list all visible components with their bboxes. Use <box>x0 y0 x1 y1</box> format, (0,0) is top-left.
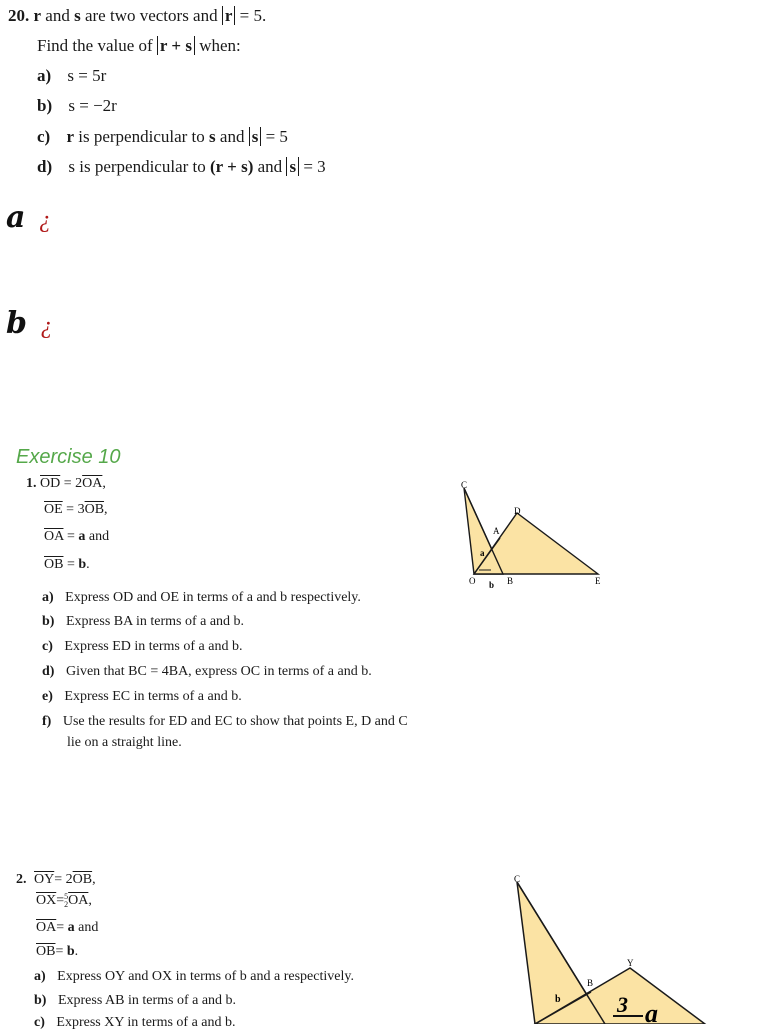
q20-number: 20. <box>8 6 30 25</box>
label-vec-a: a <box>480 548 485 558</box>
handwritten-three: 3 <box>617 992 628 1017</box>
ex10-q1-part-f: f) Use the results for ED and EC to show that points E, D and C <box>42 714 408 729</box>
ex10-q2-line1: 2. $\overline{OY}= 2\overline{OB}$, <box>16 872 96 887</box>
ex10-q1-line3: $\overline{OA} = a$ and <box>44 529 110 544</box>
label-b: B <box>587 978 594 988</box>
ex10-q1-line4: $\overline{OB} = b$. <box>44 557 90 572</box>
label-a: A <box>493 526 500 536</box>
ex10-q2-part-b: b) Express AB in terms of a and b. <box>34 993 237 1008</box>
label-c: C <box>461 480 468 490</box>
handwritten-answer-b: b ¿ <box>6 306 53 341</box>
q2-triangle-diagram <box>505 870 715 1024</box>
ex10-q1-part-c: c) Express ED in terms of a and b. <box>42 639 243 654</box>
q20-line1: 20. r and s are two vectors and r = 5. <box>8 6 267 25</box>
label-vec-b: b <box>489 580 495 590</box>
ex10-q2-part-c: c) Express XY in terms of a and b. <box>34 1015 236 1030</box>
q20-line2: Find the value of r + s when: <box>37 36 241 55</box>
ex10-q1-part-b: b) Express BA in terms of a and b. <box>42 614 245 629</box>
q20-part-c: c) r is perpendicular to s and s = 5 <box>37 127 288 146</box>
ex10-q1-line1: 1. $\overline{OD} = 2\overline{OA}$, <box>26 476 106 491</box>
triangle-ode <box>474 513 598 574</box>
label-y: Y <box>627 958 634 968</box>
ex10-q1-line2: $\overline{OE} = 3\overline{OB}$, <box>44 502 108 517</box>
exercise-title: Exercise 10 <box>16 446 121 468</box>
ex10-q2-line2: $\overline{OX}=5$ $2\overline{OA}$, <box>36 892 92 909</box>
ex10-q1-part-f-cont: lie on a straight line. <box>67 735 182 750</box>
label-c: C <box>514 874 521 884</box>
label-d: D <box>514 506 521 516</box>
label-vec-b: b <box>555 994 561 1005</box>
ex10-q2-line4: $\overline{OB}= b$. <box>36 944 79 959</box>
label-e: E <box>595 576 601 586</box>
handwritten-answer-a: a ¿ <box>6 200 51 235</box>
q20-part-b: b) s = −2r <box>37 96 117 115</box>
label-o: O <box>469 576 476 586</box>
handwritten-a: a <box>645 999 658 1024</box>
q20-part-d: d) s is perpendicular to (r + s) and s = 3 <box>37 157 326 176</box>
q20-part-a: a) s = 5r <box>37 66 107 85</box>
q1-triangle-diagram <box>455 478 615 590</box>
label-b: B <box>507 576 514 586</box>
ex10-q1-part-a: a) Express OD and OE in terms of a and b respectively. <box>42 590 361 605</box>
ex10-q1-part-e: e) Express EC in terms of a and b. <box>42 689 242 704</box>
ex10-q2-line3: $\overline{OA}= a$ and <box>36 920 99 935</box>
ex10-q1-part-d: d) Given that BC = 4BA, express OC in terms of a and b. <box>42 664 372 679</box>
ex10-q2-part-a: a) Express OY and OX in terms of b and a respectively. <box>34 969 354 984</box>
